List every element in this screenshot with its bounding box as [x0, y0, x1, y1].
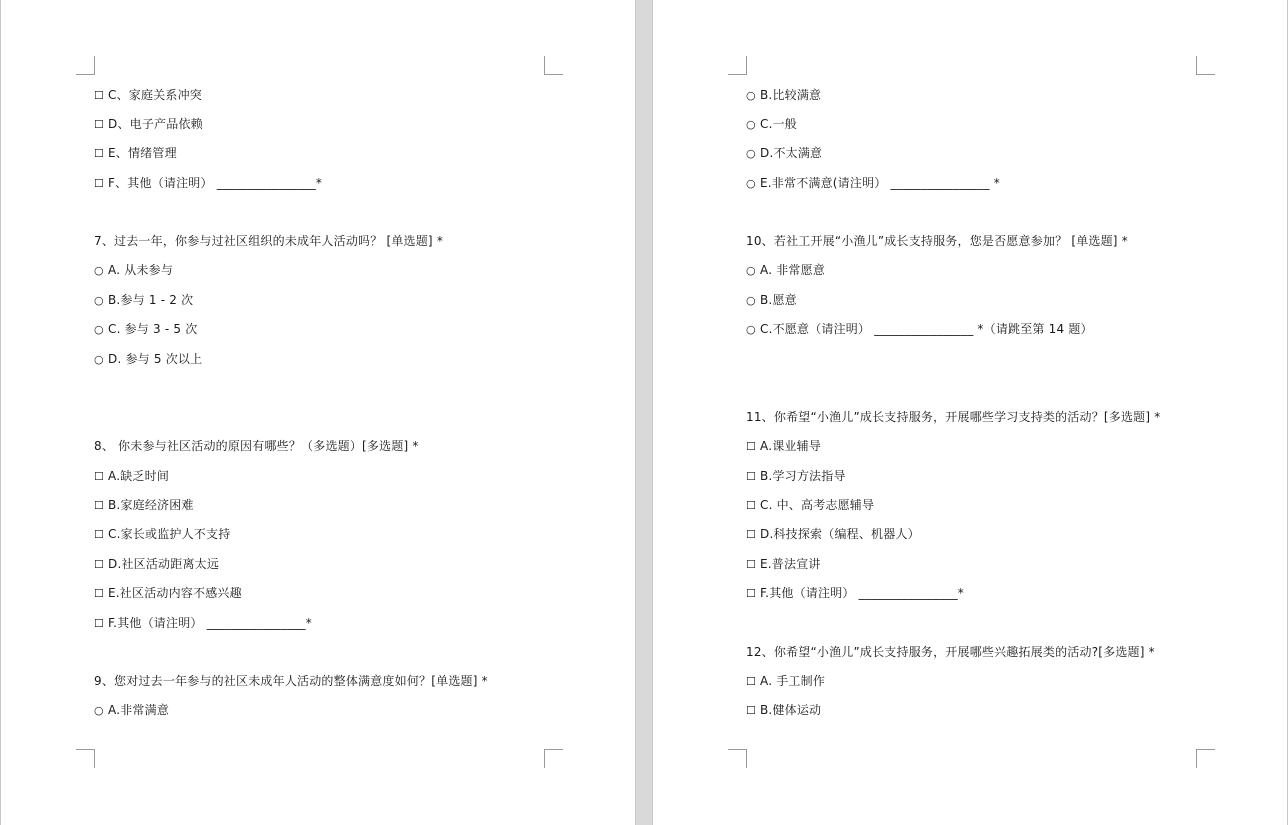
- option-text: D.科技探索（编程、机器人）: [760, 527, 920, 541]
- option-text: E.社区活动内容不感兴趣: [108, 586, 242, 600]
- document-page-left: [0, 0, 636, 825]
- option-text: B.比较满意: [760, 88, 822, 102]
- option-line: [746, 497, 874, 514]
- option-text: F.其他（请注明） ________________*: [108, 616, 313, 630]
- checkbox-icon: ☐: [746, 470, 757, 483]
- checkbox-icon: ☐: [746, 704, 757, 717]
- option-line: [94, 526, 230, 543]
- checkbox-icon: ☐: [746, 675, 757, 688]
- option-text: D.社区活动距离太远: [108, 557, 220, 571]
- option-line: [94, 556, 219, 573]
- question-text: 11、你希望“小渔儿”成长支持服务，开展哪些学习支持类的活动？[多选题] *: [746, 410, 1161, 424]
- question-8: [94, 438, 419, 454]
- option-text: D.不太满意: [760, 146, 823, 160]
- question-text: 8、 你未参与社区活动的原因有哪些？（多选题）[多选题] *: [94, 439, 419, 453]
- radio-icon: ○: [94, 323, 104, 336]
- option-text: D、电子产品依赖: [108, 117, 203, 131]
- margin-corner-bottom-left: [76, 749, 95, 768]
- option-line: [746, 175, 1000, 192]
- option-text: F、其他（请注明） ________________*: [108, 176, 323, 190]
- option-line: [746, 262, 825, 279]
- option-text: A. 手工制作: [760, 674, 826, 688]
- radio-icon: ○: [94, 264, 104, 277]
- option-text: A.课业辅导: [760, 439, 822, 453]
- checkbox-icon: ☐: [94, 89, 105, 102]
- checkbox-icon: ☐: [94, 470, 105, 483]
- option-line: [746, 702, 821, 719]
- option-text: E、情绪管理: [108, 146, 177, 160]
- checkbox-icon: ☐: [746, 440, 757, 453]
- option-line: [746, 145, 822, 162]
- option-text: D. 参与 5 次以上: [108, 352, 203, 366]
- checkbox-icon: ☐: [746, 558, 757, 571]
- checkbox-icon: ☐: [746, 499, 757, 512]
- margin-corner-top-left: [76, 56, 95, 75]
- option-line: [746, 468, 846, 485]
- margin-corner-top-left: [728, 56, 747, 75]
- option-line: [746, 585, 964, 602]
- option-text: C.不愿意（请注明） ________________ *（请跳至第 14 题）: [760, 322, 1093, 336]
- radio-icon: ○: [94, 294, 104, 307]
- option-line: [94, 585, 242, 602]
- question-11: [746, 409, 1160, 425]
- checkbox-icon: ☐: [94, 147, 105, 160]
- option-line: [94, 292, 193, 309]
- radio-icon: ○: [746, 177, 756, 190]
- question-10: [746, 233, 1128, 249]
- option-text: B.参与 1 - 2 次: [108, 293, 194, 307]
- radio-icon: ○: [94, 704, 104, 717]
- radio-icon: ○: [746, 294, 756, 307]
- checkbox-icon: ☐: [94, 617, 105, 630]
- checkbox-icon: ☐: [94, 587, 105, 600]
- option-text: B.健体运动: [760, 703, 822, 717]
- option-line: [94, 702, 169, 719]
- checkbox-icon: ☐: [94, 528, 105, 541]
- option-line: [746, 673, 825, 690]
- option-text: E.非常不满意(请注明） ________________ *: [760, 176, 1000, 190]
- checkbox-icon: ☐: [94, 118, 105, 131]
- radio-icon: ○: [746, 118, 756, 131]
- option-line: [94, 497, 194, 514]
- option-text: B.愿意: [760, 293, 797, 307]
- option-text: A.非常满意: [108, 703, 170, 717]
- option-line: [94, 351, 202, 368]
- option-text: C.家长或监护人不支持: [108, 527, 231, 541]
- option-text: A. 从未参与: [108, 263, 174, 277]
- option-text: B.学习方法指导: [760, 469, 846, 483]
- option-line: [746, 116, 797, 133]
- checkbox-icon: ☐: [94, 499, 105, 512]
- option-text: B.家庭经济困难: [108, 498, 194, 512]
- option-line: [94, 321, 197, 338]
- margin-corner-bottom-right: [1196, 749, 1215, 768]
- margin-corner-top-right: [544, 56, 563, 75]
- option-text: C. 参与 3 - 5 次: [108, 322, 198, 336]
- radio-icon: ○: [746, 89, 756, 102]
- option-line: [746, 556, 821, 573]
- question-7: [94, 233, 443, 249]
- checkbox-icon: ☐: [746, 528, 757, 541]
- option-text: F.其他（请注明） ________________*: [760, 586, 965, 600]
- option-line: [94, 262, 173, 279]
- document-page-right: [652, 0, 1288, 825]
- question-text: 12、你希望“小渔儿”成长支持服务，开展哪些兴趣拓展类的活动?[多选题] *: [746, 645, 1155, 659]
- option-line: [94, 468, 169, 485]
- option-line: [94, 615, 312, 632]
- option-text: A. 非常愿意: [760, 263, 826, 277]
- radio-icon: ○: [94, 353, 104, 366]
- checkbox-icon: ☐: [94, 177, 105, 190]
- radio-icon: ○: [746, 323, 756, 336]
- checkbox-icon: ☐: [746, 587, 757, 600]
- option-text: C.一般: [760, 117, 797, 131]
- margin-corner-top-right: [1196, 56, 1215, 75]
- radio-icon: ○: [746, 147, 756, 160]
- option-line: [94, 87, 202, 104]
- option-text: E.普法宣讲: [760, 557, 821, 571]
- option-line: [746, 87, 821, 104]
- option-line: [746, 438, 821, 455]
- margin-corner-bottom-right: [544, 749, 563, 768]
- radio-icon: ○: [746, 264, 756, 277]
- option-line: [746, 526, 920, 543]
- option-line: [746, 292, 797, 309]
- checkbox-icon: ☐: [94, 558, 105, 571]
- option-text: A.缺乏时间: [108, 469, 170, 483]
- question-12: [746, 644, 1155, 660]
- option-line: [94, 175, 322, 192]
- option-line: [94, 145, 177, 162]
- option-text: C. 中、高考志愿辅导: [760, 498, 875, 512]
- option-line: [746, 321, 1093, 338]
- question-text: 10、若社工开展“小渔儿”成长支持服务，您是否愿意参加？ [单选题] *: [746, 234, 1128, 248]
- option-line: [94, 116, 203, 133]
- margin-corner-bottom-left: [728, 749, 747, 768]
- option-text: C、家庭关系冲突: [108, 88, 202, 102]
- question-9: [94, 673, 488, 689]
- question-text: 7、过去一年，你参与过社区组织的未成年人活动吗？ [单选题] *: [94, 234, 444, 248]
- question-text: 9、您对过去一年参与的社区未成年人活动的整体满意度如何？[单选题] *: [94, 674, 488, 688]
